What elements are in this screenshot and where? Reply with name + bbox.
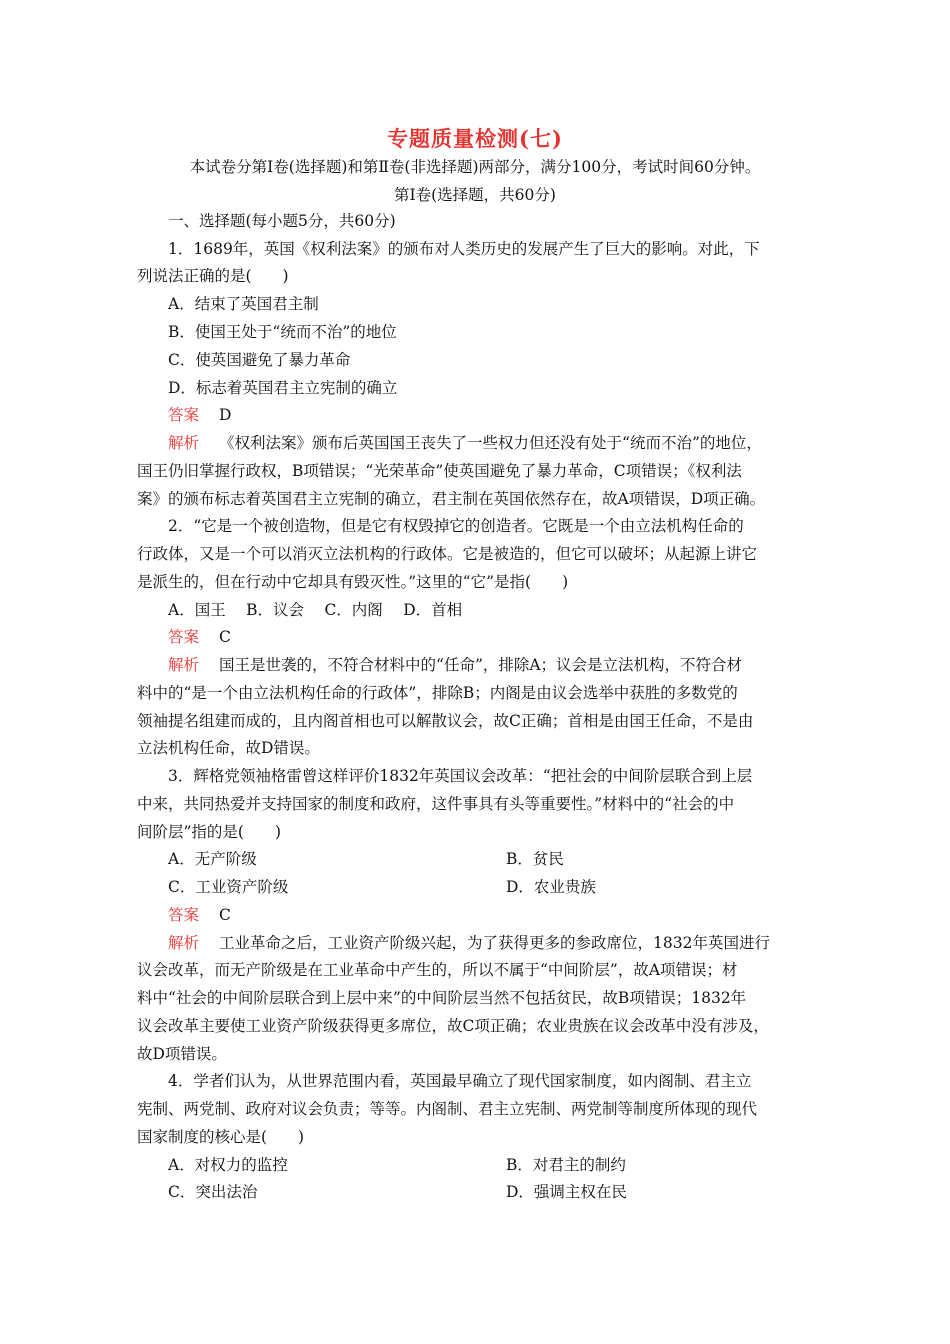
q2-analysis-line: 料中的“是一个由立法机构任命的行政体”，排除B；内阁是由议会选举中获胜的多数党的 <box>137 684 738 702</box>
q3-option-d: D．农业贵族 <box>506 878 596 896</box>
q4-option-a: A．对权力的监控 <box>168 1156 288 1174</box>
answer-value: C <box>219 906 231 924</box>
answer-value: C <box>219 628 231 646</box>
q4-option-d: D．强调主权在民 <box>506 1183 627 1201</box>
exam-intro: 本试卷分第Ⅰ卷(选择题)和第Ⅱ卷(非选择题)两部分，满分100分，考试时间60分钟。 <box>189 158 761 176</box>
q1-option-b: B．使国王处于“统而不治”的地位 <box>168 323 397 341</box>
q4-option-b: B．对君主的制约 <box>506 1156 626 1174</box>
q2-options: A．国王 B．议会 C．内阁 D．首相 <box>168 601 463 619</box>
q2-analysis-line <box>168 655 742 675</box>
q3-option-b: B．贫民 <box>506 850 564 868</box>
q1-option-d: D．标志着英国君主立宪制的确立 <box>168 379 398 397</box>
q3-analysis-line: 议会改革主要使工业资产阶级获得更多席位，故C项正确；农业贵族在议会改革中没有涉及， <box>137 1017 769 1035</box>
answer-label: 答案 <box>168 628 200 646</box>
answer-value: D <box>219 406 232 424</box>
analysis-label: 解析 <box>168 656 200 674</box>
q2-analysis-line: 立法机构任命，故D错误。 <box>137 739 320 757</box>
q1-stem-line: 1．1689年，英国《权利法案》的颁布对人类历史的发展产生了巨大的影响。对此，下 <box>168 240 760 258</box>
q2-stem-line: 是派生的，但在行动中它却具有毁灭性。”这里的“它”是指( ) <box>137 573 569 591</box>
q3-stem-line: 中来，共同热爱并支持国家的制度和政府，这件事具有头等重要性。”材料中的“社会的中 <box>137 795 735 813</box>
q3-analysis-line: 议会改革，而无产阶级是在工业革命中产生的，所以不属于“中间阶层”，故A项错误；材 <box>137 961 738 979</box>
q1-option-a: A．结束了英国君主制 <box>168 295 319 313</box>
q1-option-c: C．使英国避免了暴力革命 <box>168 351 351 369</box>
analysis-label: 解析 <box>168 934 200 952</box>
analysis-text: 《权利法案》颁布后英国国王丧失了一些权力但还没有处于“统而不治”的地位， <box>219 434 762 452</box>
q1-analysis-line <box>168 433 762 453</box>
q4-stem-line: 宪制、两党制、政府对议会负责；等等。内阁制、君主立宪制、两党制等制度所体现的现代 <box>137 1100 758 1118</box>
q4-stem-line: 国家制度的核心是( ) <box>137 1128 305 1146</box>
q4-option-c: C．突出法治 <box>168 1183 258 1201</box>
answer-label: 答案 <box>168 406 200 424</box>
part-heading: 一、选择题(每小题5分，共60分) <box>168 212 396 230</box>
q2-answer <box>168 627 231 647</box>
q3-analysis-line <box>168 933 770 953</box>
page-title: 专题质量检测(七) <box>387 126 563 151</box>
analysis-label: 解析 <box>168 434 200 452</box>
q3-option-a: A．无产阶级 <box>168 850 257 868</box>
q3-stem-line: 3．辉格党领袖格雷曾这样评价1832年英国议会改革：“把社会的中间阶层联合到上层 <box>168 767 753 785</box>
q2-stem-line: 行政体，又是一个可以消灭立法机构的行政体。它是被造的，但它可以破坏；从起源上讲它 <box>137 545 758 563</box>
q1-stem-line: 列说法正确的是( ) <box>137 267 289 285</box>
q1-analysis-line: 案》的颁布标志着英国君主立宪制的确立，君主制在英国依然存在，故A项错误，D项正确。 <box>137 490 766 508</box>
q2-stem-line: 2．“它是一个被创造物，但是它有权毁掉它的创造者。它既是一个由立法机构任命的 <box>168 517 744 535</box>
q2-analysis-line: 领袖提名组建而成的，且内阁首相也可以解散议会，故C正确；首相是由国王任命，不是由 <box>137 712 754 730</box>
q3-analysis-line: 料中“社会的中间阶层联合到上层中来”的中间阶层当然不包括贫民，故B项错误；1832年 <box>137 989 747 1007</box>
analysis-text: 国王是世袭的，不符合材料中的“任命”，排除A；议会是立法机构，不符合材 <box>219 656 743 674</box>
q1-answer <box>168 405 231 425</box>
q3-option-c: C．工业资产阶级 <box>168 878 289 896</box>
q3-analysis-line: 故D项错误。 <box>137 1045 227 1063</box>
section-heading: 第Ⅰ卷(选择题，共60分) <box>394 186 556 204</box>
q4-stem-line: 4．学者们认为，从世界范围内看，英国最早确立了现代国家制度，如内阁制、君主立 <box>168 1072 752 1090</box>
analysis-text: 工业革命之后，工业资产阶级兴起，为了获得更多的参政席位，1832年英国进行 <box>219 934 770 952</box>
q1-analysis-line: 国王仍旧掌握行政权，B项错误；“光荣革命”使英国避免了暴力革命，C项错误；《权利法 <box>137 462 742 480</box>
q3-answer <box>168 905 231 925</box>
q3-stem-line: 间阶层”指的是( ) <box>137 823 282 841</box>
answer-label: 答案 <box>168 906 200 924</box>
